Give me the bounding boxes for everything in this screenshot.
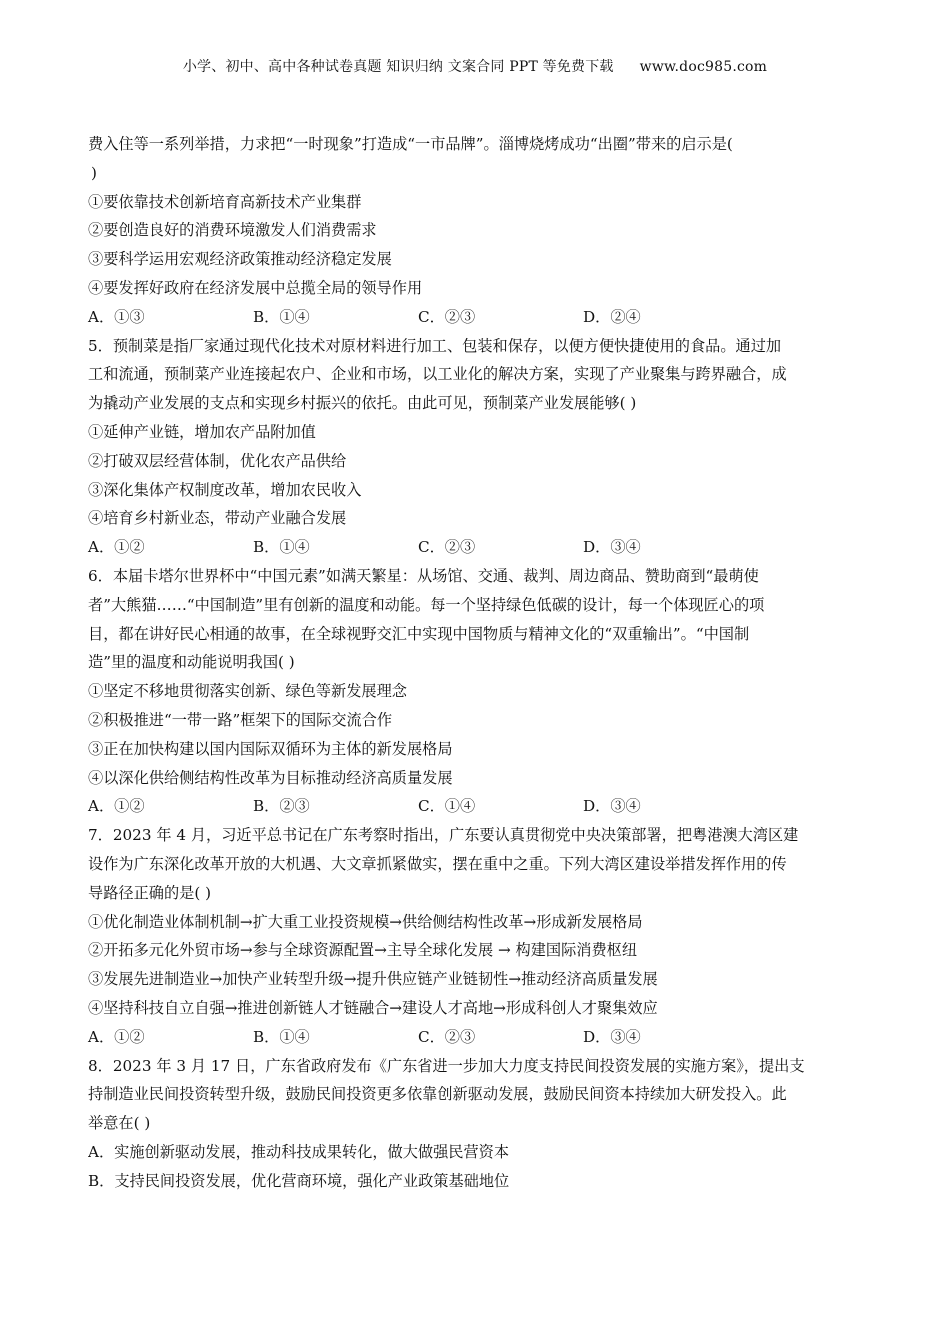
question-stem-line: 5．预制菜是指厂家通过现代化技术对原材料进行加工、包装和保存，以便方便快捷使用的食品。通过加 — [88, 336, 782, 355]
statement-option: ③要科学运用宏观经济政策推动经济稳定发展 — [88, 250, 392, 269]
choice-a: A．①③ — [88, 307, 145, 326]
question-4 — [88, 130, 864, 332]
question-stem-line: 持制造业民间投资转型升级，鼓励民间投资更多依靠创新驱动发展，鼓励民间资本持续加大研发投入。此 — [88, 1085, 787, 1104]
choice-d: D．②④ — [583, 307, 641, 326]
choice-a: A．①② — [88, 797, 145, 816]
question-stem-line: 7．2023 年 4 月，习近平总书记在广东考察时指出，广东要认真贯彻党中央决策部署，把粤港澳大湾区建 — [88, 826, 799, 845]
choice-c: C．②③ — [418, 307, 476, 326]
statement-option: ①延伸产业链，增加农产品附加值 — [88, 422, 316, 441]
statement-option: ②打破双层经营体制，优化农产品供给 — [88, 451, 347, 470]
question-stem-line: 费入住等一系列举措，力求把“一时现象”打造成“一市品牌”。淄博烧烤成功“出圈”带来的启示是( — [88, 135, 733, 153]
header-text: 小学、初中、高中各种试卷真题 知识归纳 文案合同 PPT 等免费下载 — [182, 59, 614, 75]
question-7 — [88, 821, 864, 1051]
choice-b: B．②③ — [253, 797, 310, 816]
choice-d: D．③④ — [583, 797, 641, 816]
answer-choices — [88, 533, 864, 562]
question-stem-line: 设作为广东深化改革开放的大机遇、大文章抓紧做实，摆在重中之重。下列大湾区建设举措发挥作用的传 — [88, 854, 787, 873]
statement-option: ④要发挥好政府在经济发展中总揽全局的领导作用 — [88, 278, 423, 297]
question-8 — [88, 1052, 864, 1196]
choice-d: D．③④ — [583, 1027, 641, 1046]
header-site-url[interactable]: www.doc985.com — [639, 59, 768, 75]
statement-option: ④坚持科技自立自强→推进创新链人才链融合→建设人才高地→形成科创人才聚集效应 — [88, 998, 658, 1017]
choice-a: A．实施创新驱动发展，推动科技成果转化，做大做强民营资本 — [88, 1142, 510, 1161]
statement-option: ④以深化供给侧结构性改革为目标推动经济高质量发展 — [88, 768, 453, 787]
question-stem-line: 6．本届卡塔尔世界杯中“中国元素”如满天繁星：从场馆、交通、裁判、周边商品、赞助商到“最萌使 — [88, 566, 759, 585]
page-header — [0, 56, 950, 76]
choice-c: C．①④ — [418, 797, 476, 816]
statement-option: ③正在加快构建以国内国际双循环为主体的新发展格局 — [88, 739, 453, 758]
statement-option: ②开拓多元化外贸市场→参与全球资源配置→主导全球化发展 → 构建国际消费枢纽 — [88, 941, 638, 960]
question-stem-line: 8．2023 年 3 月 17 日，广东省政府发布《广东省进一步加大力度支持民间投资发展的实施方案》，提出支 — [88, 1056, 805, 1075]
question-stem-line: 工和流通，预制菜产业连接起农户、企业和市场，以工业化的解决方案，实现了产业聚集与跨界融合，成 — [88, 365, 787, 384]
answer-choices — [88, 303, 864, 332]
question-6 — [88, 562, 864, 821]
choice-b: B．①④ — [253, 538, 310, 557]
question-stem-line: ) — [91, 163, 97, 182]
question-stem-line: 举意在( ) — [88, 1114, 151, 1133]
question-stem-line: 为撬动产业发展的支点和实现乡村振兴的依托。由此可见，预制菜产业发展能够( ) — [88, 394, 637, 413]
answer-choices — [88, 1023, 864, 1052]
statement-option: ③深化集体产权制度改革，增加农民收入 — [88, 480, 362, 499]
question-stem-line: 导路径正确的是( ) — [88, 883, 211, 902]
choice-b: B．支持民间投资发展，优化营商环境，强化产业政策基础地位 — [88, 1171, 510, 1190]
statement-option: ③发展先进制造业→加快产业转型升级→提升供应链产业链韧性→推动经济高质量发展 — [88, 970, 658, 989]
choice-a: A．①② — [88, 538, 145, 557]
choice-d: D．③④ — [583, 538, 641, 557]
choice-b: B．①④ — [253, 1027, 310, 1046]
statement-option: ①坚定不移地贯彻落实创新、绿色等新发展理念 — [88, 682, 407, 701]
question-content — [88, 130, 864, 1195]
question-stem-line: 造”里的温度和动能说明我国( ) — [88, 653, 295, 672]
choice-c: C．②③ — [418, 538, 476, 557]
question-5 — [88, 332, 864, 562]
statement-option: ①优化制造业体制机制→扩大重工业投资规模→供给侧结构性改革→形成新发展格局 — [88, 912, 643, 931]
statement-option: ①要依靠技术创新培育高新技术产业集群 — [88, 192, 362, 211]
statement-option: ②积极推进“一带一路”框架下的国际交流合作 — [88, 710, 393, 729]
choice-c: C．②③ — [418, 1027, 476, 1046]
statement-option: ④培育乡村新业态，带动产业融合发展 — [88, 509, 347, 528]
choice-a: A．①② — [88, 1027, 145, 1046]
question-stem-line: 目，都在讲好民心相通的故事，在全球视野交汇中实现中国物质与精神文化的“双重输出”。“中国制 — [88, 624, 750, 643]
question-stem-line: 者”大熊猫……“中国制造”里有创新的温度和动能。每一个坚持绿色低碳的设计，每一个体现匠心的项 — [88, 595, 765, 614]
answer-choices — [88, 792, 864, 821]
choice-b: B．①④ — [253, 307, 310, 326]
statement-option: ②要创造良好的消费环境激发人们消费需求 — [88, 221, 377, 240]
